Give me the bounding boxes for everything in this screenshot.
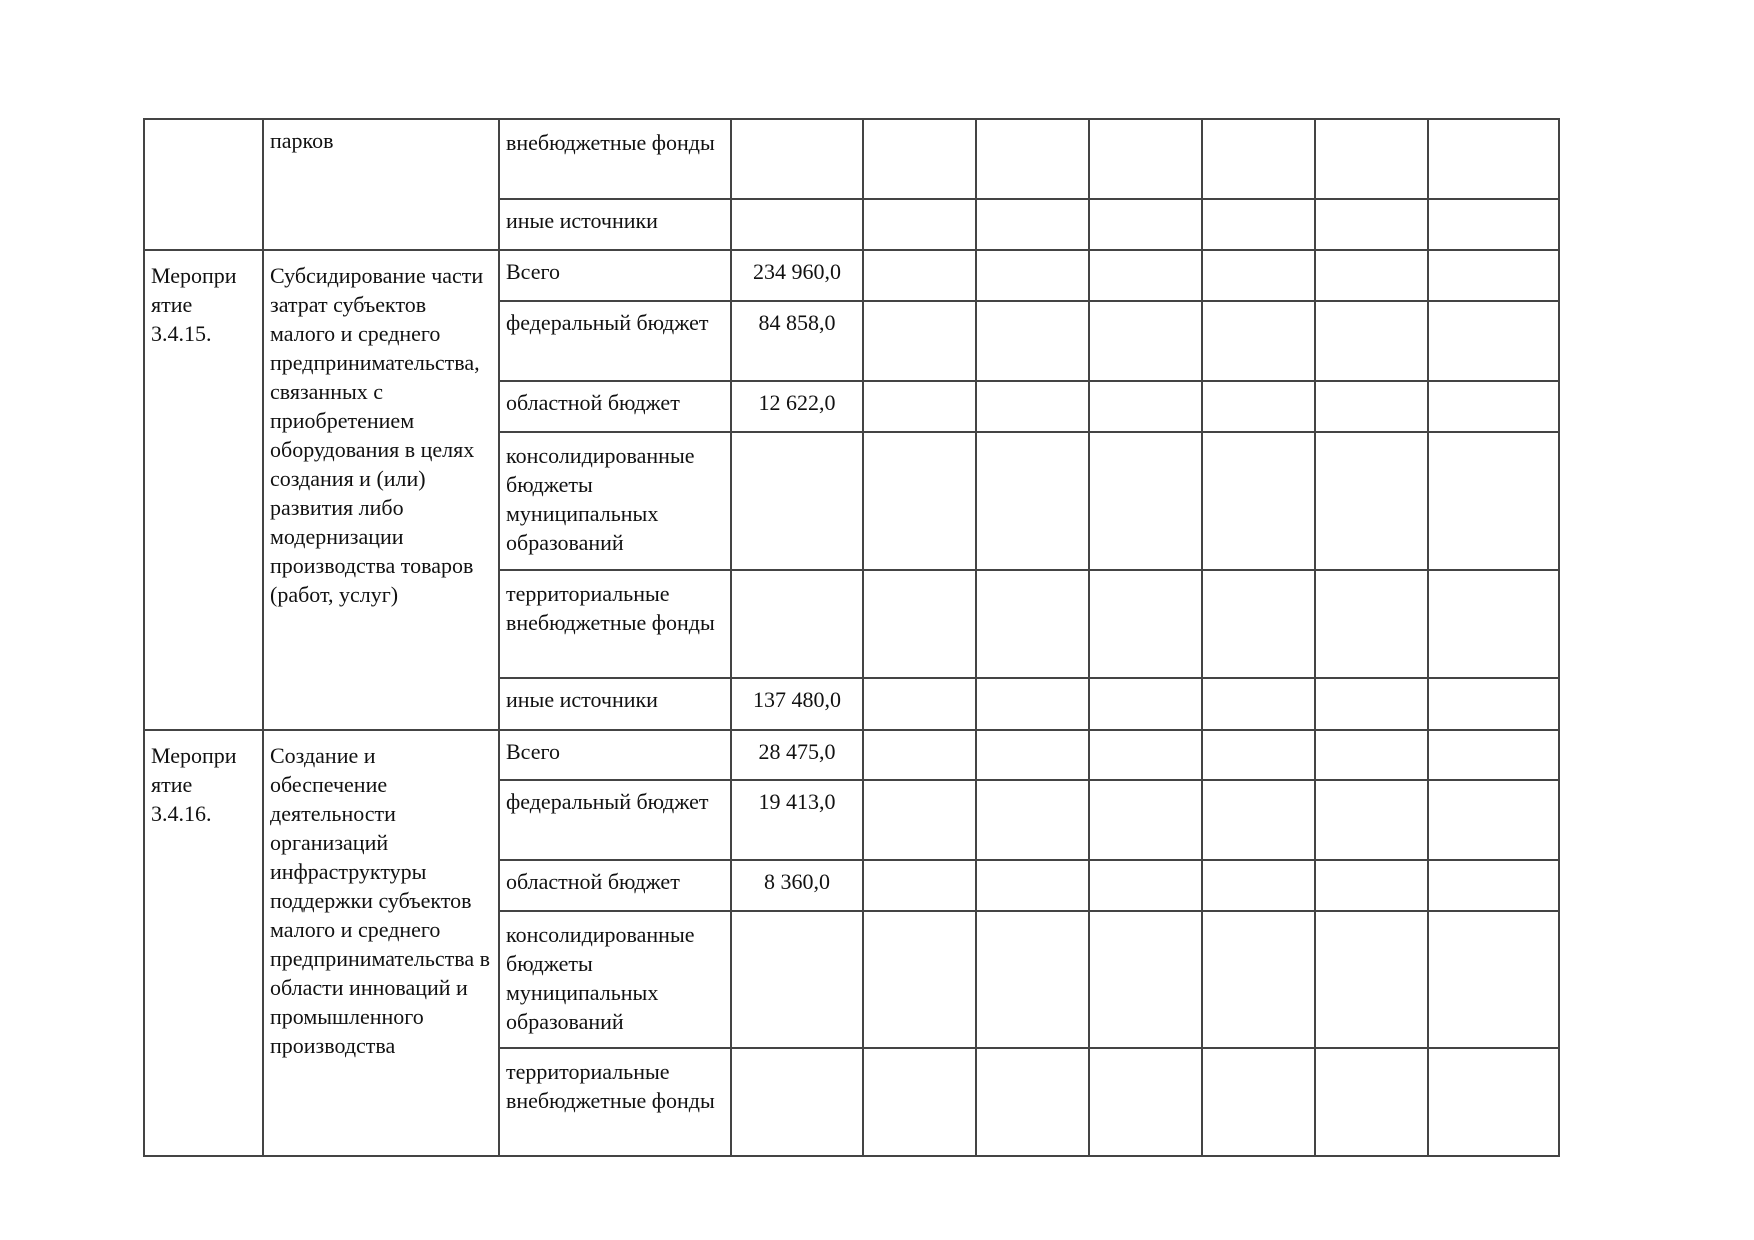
year-cell (976, 301, 1089, 381)
year-cell (1315, 780, 1428, 860)
year-cell (863, 199, 976, 250)
year-cell (976, 1048, 1089, 1156)
year-cell (863, 119, 976, 199)
total-cell: 28 475,0 (731, 730, 863, 780)
year-cell (1202, 780, 1315, 860)
year-cell (1202, 678, 1315, 730)
year-cell (1315, 860, 1428, 911)
measure-name-cell: Субсидирование части затрат субъектов малого и среднего предпринимательства, связанных с приобретением оборудования в целях создания и (или) развития либо модернизации производства товаров (работ, услуг) (263, 250, 499, 730)
source-cell: Всего (499, 250, 731, 301)
year-cell (863, 678, 976, 730)
year-cell (976, 381, 1089, 432)
year-cell (1315, 381, 1428, 432)
year-cell (1202, 1048, 1315, 1156)
year-cell (1202, 432, 1315, 570)
year-cell (1202, 381, 1315, 432)
measure-name-cell: Создание и обеспечение деятельности организаций инфраструктуры поддержки субъектов малого и среднего предпринимательства в области инноваций и промышленного производства (263, 730, 499, 1156)
year-cell (863, 381, 976, 432)
year-cell (1428, 780, 1559, 860)
year-cell (1428, 730, 1559, 780)
source-cell: консолидированные бюджеты муниципальных образований (499, 432, 731, 570)
year-cell (1428, 678, 1559, 730)
total-cell: 19 413,0 (731, 780, 863, 860)
year-cell (976, 570, 1089, 678)
year-cell (976, 199, 1089, 250)
source-cell: иные источники (499, 199, 731, 250)
source-cell: внебюджетные фонды (499, 119, 731, 199)
year-cell (1089, 911, 1202, 1048)
source-cell: Всего (499, 730, 731, 780)
year-cell (1202, 911, 1315, 1048)
year-cell (1089, 199, 1202, 250)
year-cell (863, 730, 976, 780)
year-cell (1089, 730, 1202, 780)
year-cell (976, 730, 1089, 780)
year-cell (976, 119, 1089, 199)
year-cell (1428, 911, 1559, 1048)
year-cell (1202, 250, 1315, 301)
year-cell (863, 780, 976, 860)
table-row (144, 250, 1559, 301)
year-cell (1428, 1048, 1559, 1156)
year-cell (1428, 860, 1559, 911)
year-cell (863, 250, 976, 301)
year-cell (1315, 301, 1428, 381)
total-cell: 12 622,0 (731, 381, 863, 432)
year-cell (863, 1048, 976, 1156)
year-cell (863, 301, 976, 381)
year-cell (976, 860, 1089, 911)
source-cell: областной бюджет (499, 860, 731, 911)
year-cell (976, 678, 1089, 730)
year-cell (1315, 570, 1428, 678)
year-cell (1202, 570, 1315, 678)
total-cell (731, 432, 863, 570)
year-cell (976, 250, 1089, 301)
year-cell (1315, 250, 1428, 301)
source-cell: областной бюджет (499, 381, 731, 432)
table-row (144, 119, 1559, 199)
total-cell: 137 480,0 (731, 678, 863, 730)
year-cell (863, 432, 976, 570)
source-cell: федеральный бюджет (499, 780, 731, 860)
year-cell (1428, 432, 1559, 570)
year-cell (976, 432, 1089, 570)
total-cell (731, 911, 863, 1048)
source-cell: территориальные внебюджетные фонды (499, 570, 731, 678)
year-cell (1202, 301, 1315, 381)
year-cell (1315, 678, 1428, 730)
year-cell (1089, 432, 1202, 570)
year-cell (976, 780, 1089, 860)
total-cell: 8 360,0 (731, 860, 863, 911)
year-cell (1428, 381, 1559, 432)
table-row (144, 730, 1559, 780)
year-cell (1315, 119, 1428, 199)
source-cell: иные источники (499, 678, 731, 730)
year-cell (1428, 570, 1559, 678)
year-cell (1089, 381, 1202, 432)
source-cell: территориальные внебюджетные фонды (499, 1048, 731, 1156)
measure-name-cell: парков (263, 119, 499, 250)
source-cell: консолидированные бюджеты муниципальных образований (499, 911, 731, 1048)
year-cell (1089, 678, 1202, 730)
total-cell (731, 119, 863, 199)
year-cell (1315, 1048, 1428, 1156)
year-cell (1315, 730, 1428, 780)
year-cell (1428, 301, 1559, 381)
source-cell: федеральный бюджет (499, 301, 731, 381)
year-cell (1089, 860, 1202, 911)
year-cell (1089, 119, 1202, 199)
year-cell (863, 860, 976, 911)
measure-code-cell (144, 119, 263, 250)
year-cell (1202, 199, 1315, 250)
measure-code-cell: Меропри ятие 3.4.15. (144, 250, 263, 730)
total-cell (731, 1048, 863, 1156)
year-cell (1089, 570, 1202, 678)
year-cell (1315, 911, 1428, 1048)
year-cell (863, 911, 976, 1048)
year-cell (1089, 780, 1202, 860)
total-cell (731, 199, 863, 250)
year-cell (1428, 119, 1559, 199)
total-cell (731, 570, 863, 678)
year-cell (1089, 301, 1202, 381)
total-cell: 234 960,0 (731, 250, 863, 301)
year-cell (1202, 730, 1315, 780)
total-cell: 84 858,0 (731, 301, 863, 381)
year-cell (1202, 860, 1315, 911)
budget-table (143, 118, 1560, 1157)
year-cell (1315, 432, 1428, 570)
year-cell (863, 570, 976, 678)
measure-code-cell: Меропри ятие 3.4.16. (144, 730, 263, 1156)
year-cell (976, 911, 1089, 1048)
year-cell (1089, 250, 1202, 301)
year-cell (1315, 199, 1428, 250)
year-cell (1089, 1048, 1202, 1156)
year-cell (1428, 250, 1559, 301)
year-cell (1428, 199, 1559, 250)
year-cell (1202, 119, 1315, 199)
